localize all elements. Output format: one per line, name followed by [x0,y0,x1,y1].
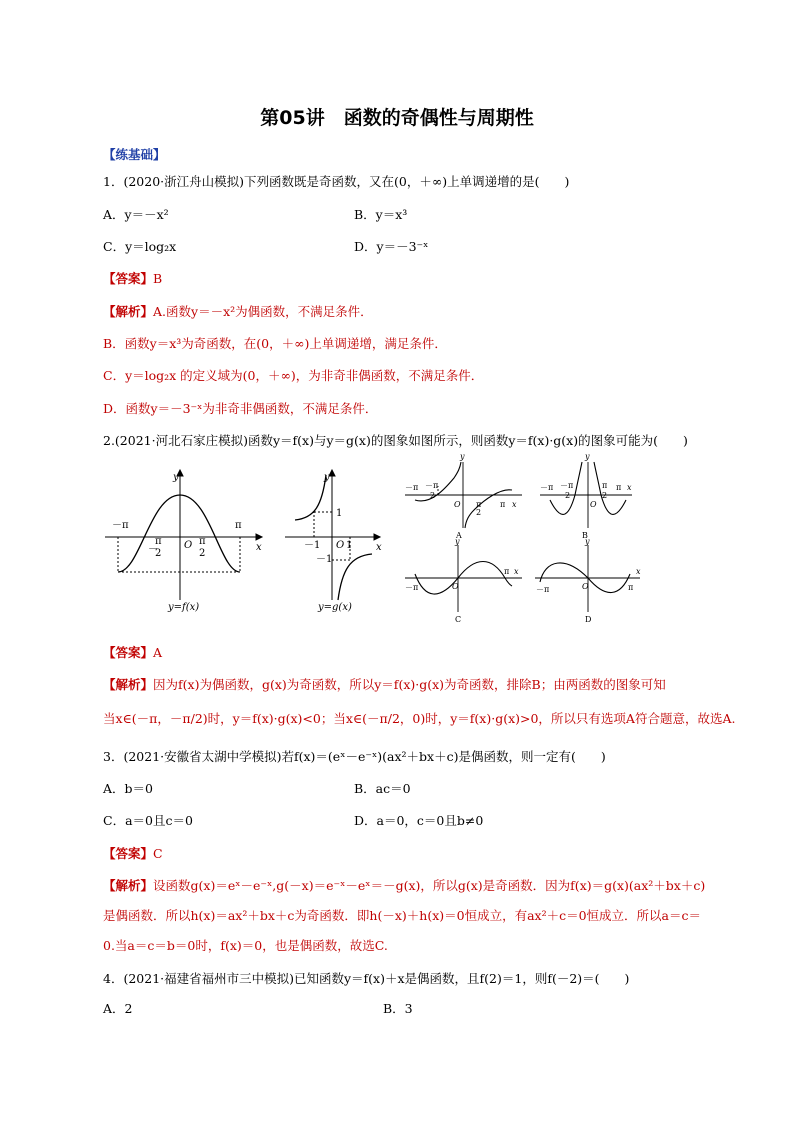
option-d-label: D [585,615,592,624]
answer-value: C [153,846,163,861]
svg-text:x: x [376,542,382,553]
q1-option-a: A．y＝－x² [103,207,169,222]
q2-stem: 2.(2021·河北石家庄模拟)函数y＝f(x)与y＝g(x)的图象如图所示，则函数y＝f(x)·g(x)的图象可能为( ) [103,433,688,448]
option-c-graph [405,545,522,612]
q4-stem: 4．(2021·福建省福州市三中模拟)已知函数y＝f(x)＋x是偶函数，且f(2)＝1，则f(－2)＝( ) [103,971,630,986]
option-d-labels [536,537,641,594]
q3-option-a: A．b＝0 [103,781,153,796]
svg-text:－π: －π [405,583,419,592]
q1-option-b: B．y＝x³ [354,207,408,222]
svg-text:2: 2 [602,491,608,500]
svg-text:O: O [452,582,459,591]
svg-text:y: y [460,452,465,461]
svg-text:π: π [504,567,510,576]
option-d-graph [535,545,640,612]
q2-analysis-2: 当x∈(－π，－π/2)时，y＝f(x)·g(x)<0；当x∈(－π/2，0)时，y＝f(x)·g(x)>0，所以只有选项A符合题意，故选A. [103,711,736,726]
option-b-label: B [582,531,588,540]
svg-text:y: y [455,537,460,546]
q1-stem: 1．(2020·浙江舟山模拟)下列函数既是奇函数，又在(0，＋∞)上单调递增的是( ) [103,174,570,189]
page-title: 第05讲 函数的奇偶性与周期性 [260,107,534,129]
q1-analysis-3: C．y＝log₂x 的定义域为(0，＋∞)，为非奇非偶函数，不满足条件． [103,368,484,383]
svg-text:2: 2 [430,491,436,500]
svg-text:2: 2 [199,548,206,559]
option-b-graph [540,462,632,528]
q1-option-d: D．y＝－3⁻ˣ [354,239,429,254]
q3-answer [103,845,163,863]
svg-text:x: x [636,567,641,576]
svg-text:－π: －π [405,483,419,492]
svg-text:π: π [628,583,634,592]
svg-text:2: 2 [476,508,482,517]
q3-analysis-2: 是偶函数．所以h(x)＝ax²＋bx＋c为奇函数．即h(－x)＋h(x)＝0恒成立，有ax²＋c＝0恒成立．所以a＝c＝ [103,908,701,923]
q2-analysis-1 [103,676,666,694]
q3-analysis-1 [103,877,705,895]
svg-text:π: π [155,536,162,547]
svg-text:－1: －1 [304,540,321,551]
svg-text:π: π [476,500,482,509]
q1-analysis-4: D．函数y＝－3⁻ˣ为非奇非偶函数，不满足条件． [103,401,378,416]
q4-option-b: B．3 [383,1001,413,1016]
section-label: 【练基础】 [103,147,166,162]
svg-text:－π: －π [540,483,554,492]
svg-text:x: x [512,500,517,509]
svg-text:O: O [336,540,345,551]
graph-g [285,470,380,600]
q1-analysis-2: B．函数y＝x³为奇函数，在(0，＋∞)上单调递增，满足条件． [103,336,447,351]
svg-text:－π: －π [536,585,550,594]
answer-tag: 【答案】 [103,645,154,660]
svg-text:x: x [627,483,632,492]
svg-text:－π: －π [425,481,439,490]
svg-text:－π: －π [560,481,574,490]
q3-option-d: D．a＝0，c＝0且b≠0 [354,813,484,828]
q4-option-a: A．2 [103,1001,133,1016]
analysis-tag: 【解析】 [103,677,154,692]
svg-text:π: π [616,483,622,492]
option-a-label: A [456,531,462,540]
svg-text:1: 1 [346,540,353,551]
analysis-text: 因为f(x)为偶函数，g(x)为奇函数，所以y＝f(x)·g(x)为奇函数，排除B；由两函数的图象可知 [153,677,666,692]
option-b-labels [540,452,632,509]
svg-text:－π: －π [112,520,129,531]
option-c-label: C [455,615,462,624]
svg-text:x: x [514,567,519,576]
graph-g-labels [304,472,382,565]
option-a-graph [405,462,522,528]
q3-stem: 3．(2021·安徽省太湖中学模拟)若f(x)＝(eˣ－e⁻ˣ)(ax²＋bx＋c)是偶函数，则一定有( ) [103,749,606,764]
q2-answer [103,644,162,662]
answer-value: B [153,271,163,286]
analysis-text: A.函数y＝－x²为偶函数，不满足条件． [153,304,373,319]
svg-text:2: 2 [155,548,162,559]
svg-text:y: y [173,472,179,483]
q3-option-c: C．a＝0且c＝0 [103,813,193,828]
svg-text:π: π [199,536,206,547]
svg-text:O: O [454,500,461,509]
svg-text:y: y [585,537,590,546]
svg-text:－: － [148,544,158,555]
svg-text:2: 2 [565,491,571,500]
caption-f: y=f(x) [168,602,200,613]
answer-tag: 【答案】 [103,271,154,286]
svg-text:x: x [256,542,262,553]
svg-text:π: π [500,500,506,509]
analysis-tag: 【解析】 [103,304,154,319]
svg-text:－1: －1 [316,554,333,565]
svg-text:π: π [602,481,608,490]
option-c-labels [405,537,519,592]
q3-analysis-3: 0.当a＝c＝b＝0时，f(x)＝0，也是偶函数，故选C. [103,938,388,953]
q1-option-c: C．y＝log₂x [103,239,177,254]
analysis-tag: 【解析】 [103,878,154,893]
svg-text:π: π [235,520,242,531]
option-a-labels [405,452,517,517]
answer-tag: 【答案】 [103,846,154,861]
caption-g: y=g(x) [318,602,352,613]
svg-text:O: O [590,500,597,509]
analysis-text: 设函数g(x)＝eˣ－e⁻ˣ,g(－x)＝e⁻ˣ－eˣ＝－g(x)，所以g(x)是奇函数．因为f(x)＝g(x)(ax²＋bx＋c) [153,878,706,893]
svg-text:O: O [184,540,193,551]
svg-text:y: y [585,452,590,461]
graph-f [105,470,262,600]
svg-text:1: 1 [336,508,343,519]
q3-option-b: B．ac＝0 [354,781,411,796]
svg-text:y: y [324,472,330,483]
answer-value: A [153,645,163,660]
svg-text:O: O [582,582,589,591]
